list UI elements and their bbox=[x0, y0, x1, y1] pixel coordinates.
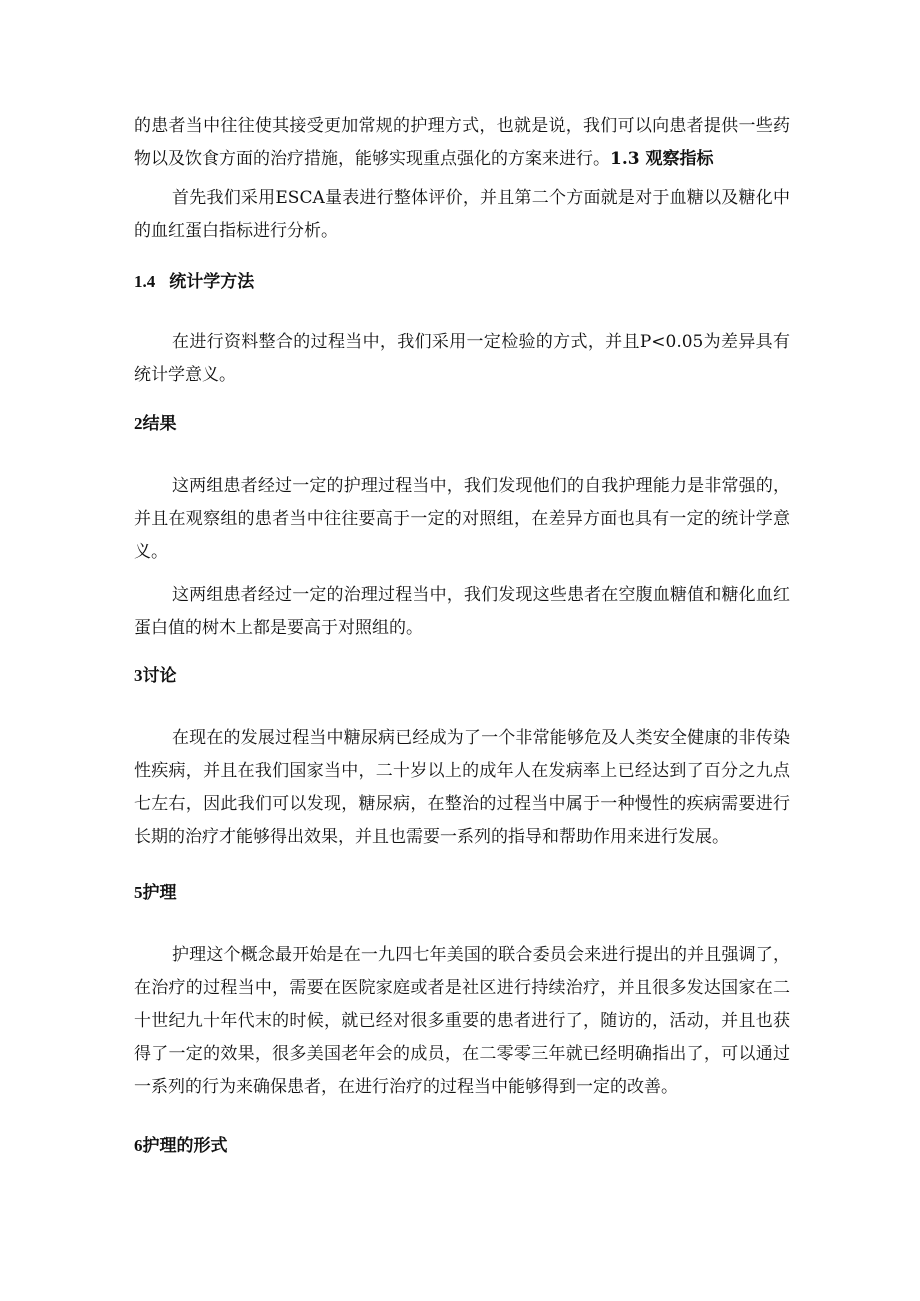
paragraph-statistics: 在进行资料整合的过程当中，我们采用一定检验的方式，并且P<0.05为差异具有统计学意义。 bbox=[134, 332, 790, 385]
heading-results-number: 2 bbox=[134, 414, 143, 433]
paragraph-intro bbox=[134, 110, 790, 176]
paragraph-results-1: 这两组患者经过一定的护理过程当中，我们发现他们的自我护理能力是非常强的，并且在观察组的患者当中往往要高于一定的对照组，在差异方面也具有一定的统计学意义。 bbox=[134, 476, 790, 562]
heading-nursing bbox=[134, 881, 177, 905]
heading-statistics-number: 1.4 bbox=[134, 272, 156, 291]
heading-nursing-form-text: 护理的形式 bbox=[142, 1136, 228, 1156]
heading-nursing-number: 5 bbox=[134, 883, 143, 902]
inline-heading-observation: 1.3 观察指标 bbox=[610, 149, 714, 169]
paragraph-observation: 首先我们采用ESCA量表进行整体评价，并且第二个方面就是对于血糖以及糖化中的血红蛋白指标进行分析。 bbox=[134, 188, 790, 241]
heading-discussion-number: 3 bbox=[134, 666, 143, 685]
paragraph-intro-text: 的患者当中往往使其接受更加常规的护理方式，也就是说，我们可以向患者提供一些药物以及饮食方面的治疗措施，能够实现重点强化的方案来进行。 bbox=[134, 116, 790, 169]
heading-nursing-text: 护理 bbox=[142, 883, 177, 903]
paragraph-discussion: 在现在的发展过程当中糖尿病已经成为了一个非常能够危及人类安全健康的非传染性疾病，并且在我们国家当中，二十岁以上的成年人在发病率上已经达到了百分之九点七左右，因此我们可以发现，糖尿病，在整治的过程当中属于一种慢性的疾病需要进行长期的治疗才能够得出效果，并且也需要一系列的指导和帮助作用来进行发展。 bbox=[134, 728, 790, 847]
heading-results-text: 结果 bbox=[142, 414, 177, 434]
heading-statistics bbox=[134, 270, 254, 294]
paragraph-results-2: 这两组患者经过一定的治理过程当中，我们发现这些患者在空腹血糖值和糖化血红蛋白值的树木上都是要高于对照组的。 bbox=[134, 585, 790, 638]
paragraph-nursing: 护理这个概念最开始是在一九四七年美国的联合委员会来进行提出的并且强调了，在治疗的过程当中，需要在医院家庭或者是社区进行持续治疗，并且很多发达国家在二十世纪九十年代末的时候，就已经对很多重要的患者进行了，随访的，活动，并且也获得了一定的效果，很多美国老年会的成员，在二零零三年就已经明确指出了，可以通过一系列的行为来确保患者，在进行治疗的过程当中能够得到一定的改善。 bbox=[134, 945, 790, 1097]
heading-statistics-text: 统计学方法 bbox=[169, 272, 255, 292]
heading-discussion bbox=[134, 664, 177, 688]
heading-discussion-text: 讨论 bbox=[142, 666, 177, 686]
heading-results bbox=[134, 412, 177, 436]
heading-nursing-form-number: 6 bbox=[134, 1136, 143, 1155]
heading-nursing-form bbox=[134, 1134, 228, 1158]
